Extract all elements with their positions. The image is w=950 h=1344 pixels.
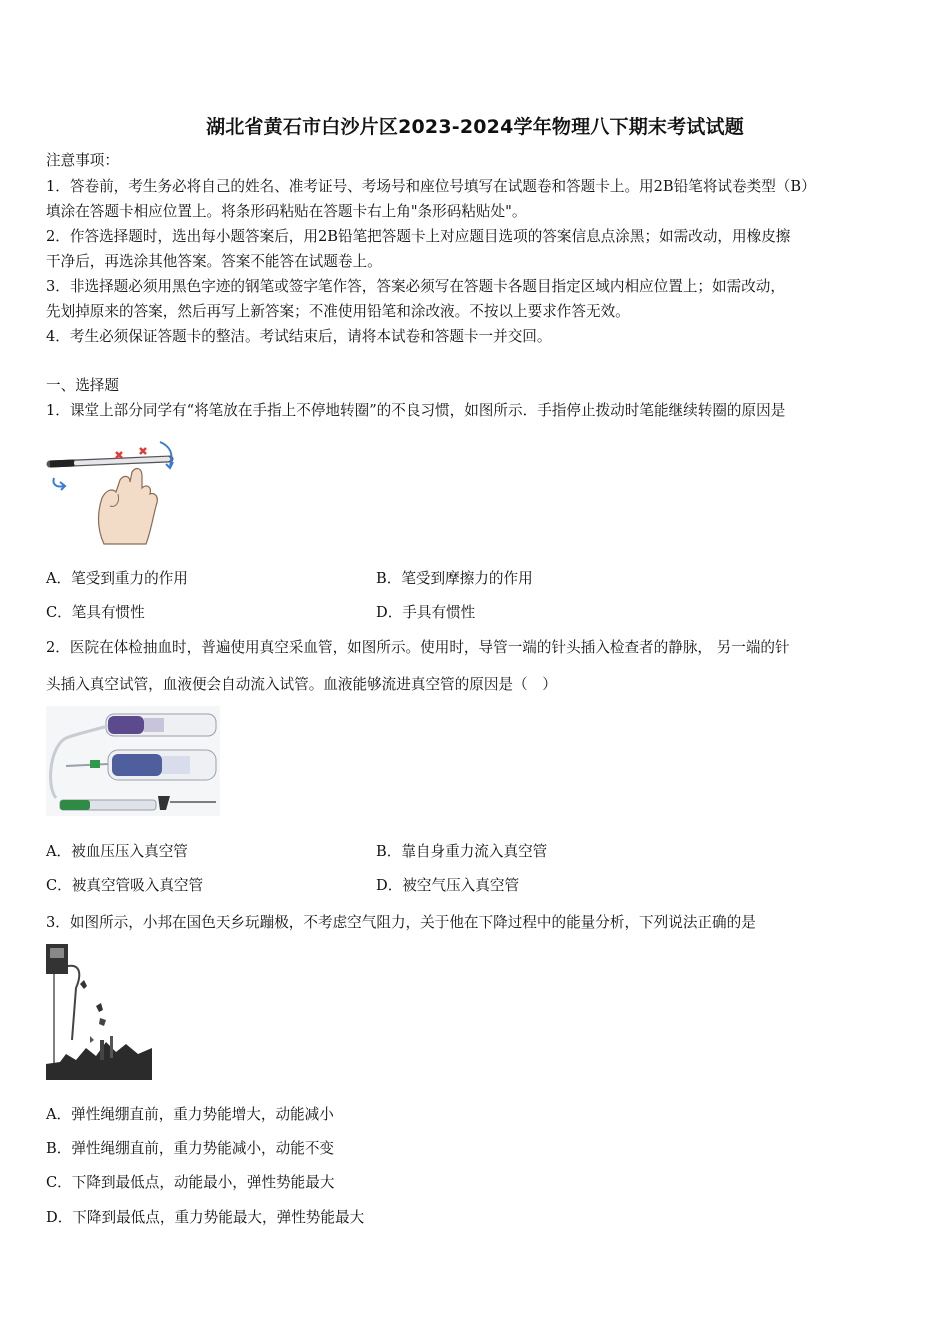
notice-line: 2．作答选择题时，选出每小题答案后，用2B铅笔把答题卡上对应题目选项的答案信息点涂黑；如需改动，用橡皮擦 [46,228,791,245]
q1-option-d: D．手具有惯性 [376,604,476,621]
q2-option-a: A．被血压压入真空管 [46,843,188,860]
q2-option-c: C．被真空管吸入真空管 [46,877,204,894]
pen-spinning-figure [46,432,178,550]
q1-option-c: C．笔具有惯性 [46,604,145,621]
q2-option-d: D．被空气压入真空管 [376,877,520,894]
q1-option-b: B．笔受到摩擦力的作用 [376,570,533,587]
question-2-stem-line1: 2．医院在体检抽血时，普遍使用真空采血管，如图所示。使用时，导管一端的针头插入检查者的静脉， 另一端的针 [46,639,790,656]
notice-line: 3．非选择题必须用黑色字迹的钢笔或签字笔作答，答案必须写在答题卡各题目指定区域内相应位置上；如需改动， [46,278,785,295]
q3-option-b: B．弹性绳绷直前，重力势能减小，动能不变 [46,1140,335,1157]
question-1-stem: 1．课堂上部分同学有“将笔放在手指上不停地转圈”的不良习惯，如图所示．手指停止拨动时笔能继续转圈的原因是 [46,402,786,419]
question-3-stem: 3．如图所示，小邦在国色天乡玩蹦极，不考虑空气阻力，关于他在下降过程中的能量分析，下列说法正确的是 [46,914,756,931]
notice-line: 1．答卷前，考生务必将自己的姓名、准考证号、考场号和座位号填写在试题卷和答题卡上。用2B铅笔将试卷类型（B） [46,178,816,195]
q2-option-b: B．靠自身重力流入真空管 [376,843,548,860]
notice-line: 填涂在答题卡相应位置上。将条形码粘贴在答题卡右上角"条形码粘贴处"。 [46,203,527,220]
q1-option-a: A．笔受到重力的作用 [46,570,188,587]
section-heading: 一、选择题 [46,377,119,394]
notice-line: 先划掉原来的答案，然后再写上新答案；不准使用铅笔和涂改液。不按以上要求作答无效。 [46,303,630,320]
page-title: 湖北省黄石市白沙片区2023-2024学年物理八下期末考试试题 [206,116,744,138]
notice-line: 4．考生必须保证答题卡的整洁。考试结束后，请将本试卷和答题卡一并交回。 [46,328,552,345]
bungee-jumping-figure [46,944,152,1080]
q3-option-d: D．下降到最低点，重力势能最大，弹性势能最大 [46,1209,365,1226]
notice-line: 干净后，再选涂其他答案。答案不能答在试题卷上。 [46,253,382,270]
q3-option-c: C．下降到最低点，动能最小，弹性势能最大 [46,1174,335,1191]
vacuum-blood-tube-figure [46,706,220,816]
q3-option-a: A．弹性绳绷直前，重力势能增大，动能减小 [46,1106,334,1123]
notice-heading: 注意事项： [46,152,119,169]
question-2-stem-line2: 头插入真空试管，血液便会自动流入试管。血液能够流进真空管的原因是（ ） [46,676,557,693]
